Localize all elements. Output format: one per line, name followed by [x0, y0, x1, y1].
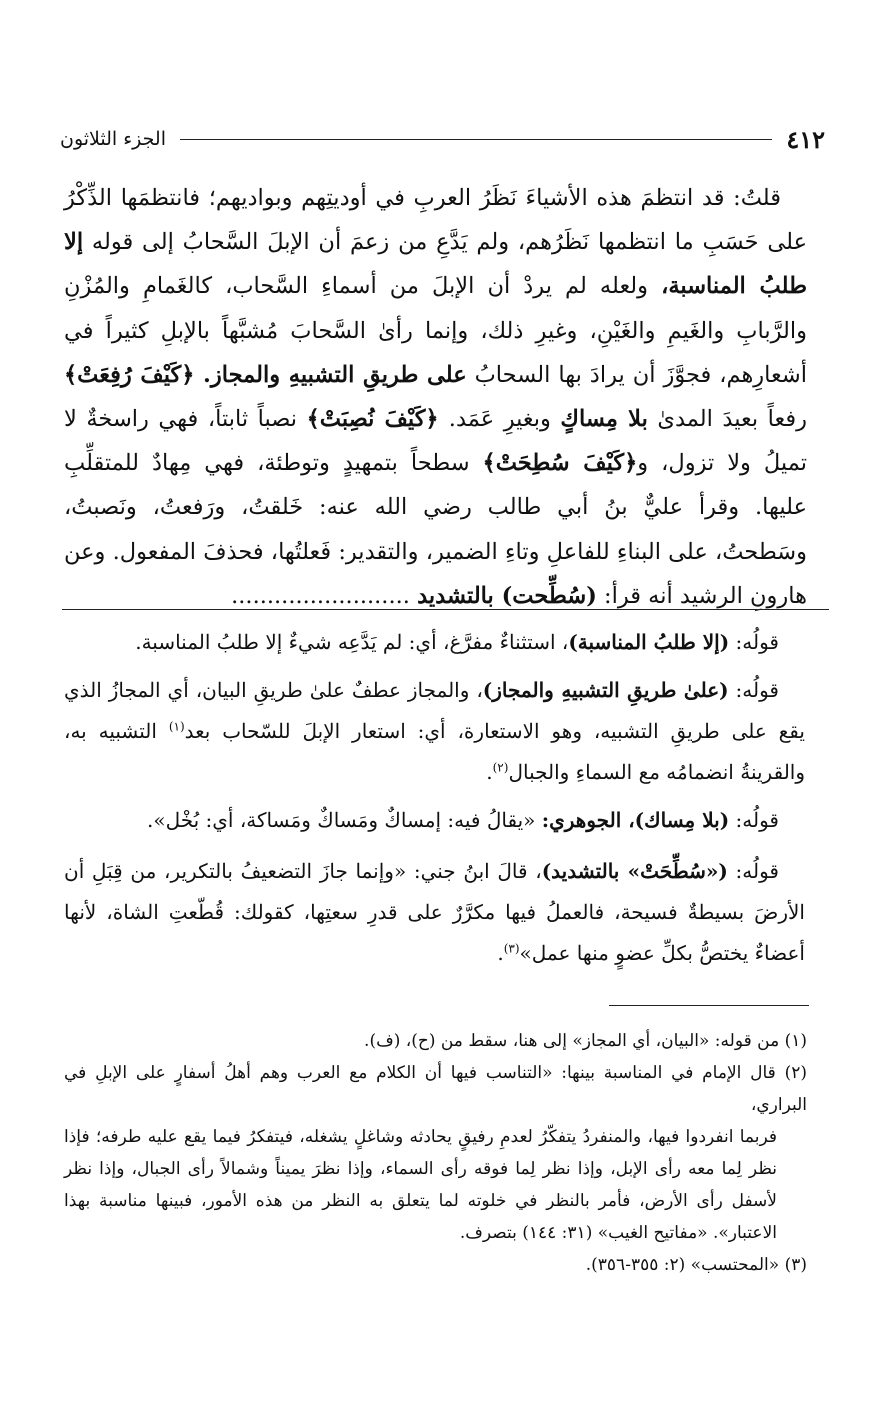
bold-phrase: (علىٰ طريقِ التشبيهِ والمجاز) [482, 678, 729, 702]
text-run: نصباً ثابتاً، فهي راسخةٌ لا تميلُ ولا تزول، و [64, 406, 807, 477]
quran-quote: ﴿كَيْفَ نُصِبَتْ﴾ [306, 406, 449, 433]
footnote-1: (١) من قوله: «البيان، أي المجاز» إلى هنا، سقط من (ح)، (ف). [364, 1031, 807, 1051]
text-run: رفعاً بعيدَ المدىٰ [647, 406, 807, 433]
text-run: ، قالَ ابنُ جني: «وإنما جازَ التضعيفُ بالتكرير، من قِبَلِ أن الأرضَ بسيطةٌ فسيحة، فالعملُ فيها مكرَّرٌ على قدرِ سعتِها، كقولك: قُطّعتِ الشاة، لأنها أعضاءٌ يختصُّ بكلِّ عضوٍ منها عمل» [64, 859, 805, 965]
commentary-item [64, 800, 805, 841]
bold-phrase: بلا مِساكٍ [560, 406, 648, 433]
header-rule [180, 139, 772, 140]
text-run: قولُه: [727, 859, 779, 883]
quran-quote: ﴿كَيْفَ رُفِعَتْ﴾ [64, 361, 204, 388]
text-run: قلتُ: قد انتظمَ هذه الأشياءَ نَظَرُ العربِ في أوديتِهم وبواديهم؛ فانتظمَها الذِّكْرُ على حَسَبِ ما انتظمها نَظَرُهم، ولم يَدَّعِ من زعمَ أن الإبلَ السَّحابُ إلى قوله [64, 185, 807, 256]
text-divider [62, 609, 829, 610]
footnote-ref[interactable]: (١) [168, 719, 185, 734]
main-text [64, 176, 807, 618]
commentary-item [64, 851, 805, 974]
text-run: قولُه: [729, 808, 779, 832]
footnote-ref[interactable]: (٣) [503, 941, 520, 956]
ellipsis-dots: ......................... [231, 582, 418, 609]
text-run: وبغيرِ عَمَد. [448, 406, 561, 433]
commentary-section [64, 622, 805, 981]
text-run: قولُه: [729, 630, 779, 654]
bold-phrase: (سُطِّحت) بالتشديد [417, 582, 597, 609]
text-run: سطحاً بتمهيدٍ وتوطئة، فهي مِهادٌ للمتقلِّبِ عليها. وقرأ عليٌّ بنُ أبي طالب رضي الله عنه: خَلقتُ، ورَفعتُ، ونَصبتُ، وسَطحتُ، على البناءِ للفاعلِ وتاءِ الضمير، والتقدير: فَعلتُها، فحذفَ المفعول. وعن هارونِ الرشيد أنه قرأ: [64, 450, 807, 609]
commentary-item [64, 622, 805, 663]
footnotes-section [64, 1025, 807, 1281]
bold-phrase: (إلا طلبُ المناسبة) [568, 630, 730, 654]
footnote-2: (٢) قال الإمام في المناسبة بينها: «التناسب فيها أن الكلام مع العرب وهم أهلُ أسفارٍ على الإبلِ في البراري، [64, 1063, 807, 1115]
text-run: «يقالُ فيه: إمساكٌ ومَساكٌ ومَساكة، أي: بُخْل». [146, 808, 542, 832]
footnote-2-continued: فربما انفردوا فيها، والمنفردُ يتفكّرُ لعدمِ رفيقٍ يحادثه وشاغلٍ يشغله، فيتفكرُ فيما يقع عليه طرفه؛ فإذا نظر لِما معه رأى الإبل، وإذا نظر لِما فوقه رأى السماء، وإذا نظرَ يميناً وشمالاً رأى الجبال، وإذا نظر لأسفل رأى الأرض، فأمر بالنظر في خلوته لما يتعلق به النظر من هذه الأمور، فبينها مناسبة بهذا الاعتبار». «مفاتيح الغيب» (٣١: ١٤٤) بتصرف. [64, 1127, 777, 1243]
quran-quote: ﴿كَيْفَ سُطِحَتْ﴾ [482, 450, 638, 477]
main-paragraph [64, 176, 807, 618]
running-title: الجزء الثلاثون [60, 128, 166, 150]
bold-phrase: (بلا مِساك)، الجوهري: [541, 808, 730, 832]
footnote-3: (٣) «المحتسب» (٢: ٣٥٥-٣٥٦). [585, 1255, 807, 1275]
bold-phrase: على طريقِ التشبيهِ والمجاز. [203, 361, 467, 388]
text-run: التشبيه به، والقرينةُ انضمامُه مع السماءِ والجبال [64, 719, 805, 784]
text-run: . [486, 760, 493, 784]
bold-phrase: («سُطِّحَتْ» بالتشديد) [541, 859, 728, 883]
text-run: . [497, 941, 504, 965]
footnote-divider [609, 1005, 809, 1006]
text-run: قولُه: [728, 678, 779, 702]
bold-phrase: إلا طلبُ المناسبة، [64, 229, 807, 300]
text-run: ، استثناءٌ مفرَّغ، أي: لم يَدَّعِه شيءٌ إلا طلبُ المناسبة. [135, 630, 569, 654]
footnote-ref[interactable]: (٢) [492, 760, 509, 775]
text-run: ، والمجاز عطفٌ علىٰ طريقِ البيان، أي المجازُ الذي يقع على طريقِ التشبيه، وهو الاستعارة، أي: استعار الإبلَ للسّحاب بعد [64, 678, 805, 743]
commentary-item [64, 670, 805, 793]
page-number: ٤١٢ [786, 124, 825, 154]
page-header [60, 121, 825, 157]
text-run: ولعله لم يردْ أن الإبلَ من أسماءِ السَّحاب، كالغَمامِ والمُزْنِ والرَّبابِ والغَيمِ والغَيْنِ، وغيرِ ذلك، وإنما رأىٰ السَّحابَ مُشبَّهاً بالإبلِ كثيراً في أشعارِهم، فجوَّزَ أن يرادَ بها السحابُ [64, 273, 807, 388]
